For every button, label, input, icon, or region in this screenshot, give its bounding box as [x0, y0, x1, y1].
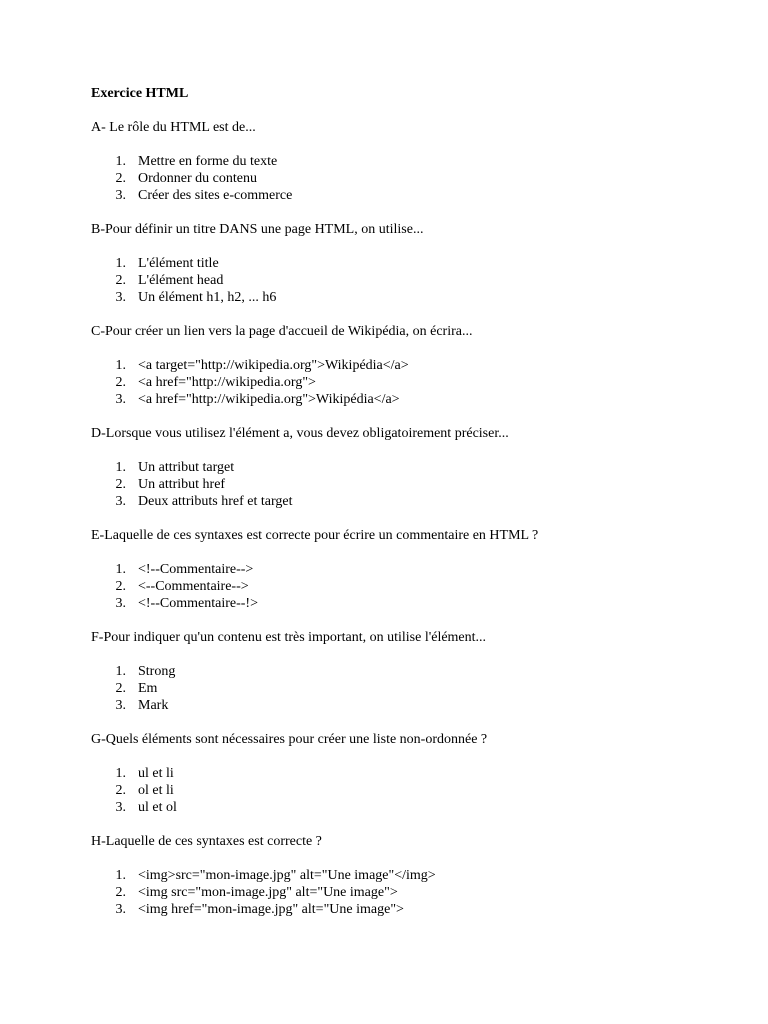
answer-item — [91, 765, 731, 782]
answer-text: ol et li — [138, 783, 174, 798]
answer-number: 2 . — [112, 476, 126, 493]
question-block — [91, 425, 731, 510]
answer-number: 3 . — [112, 697, 126, 714]
answer-number: 3 . — [112, 187, 126, 204]
question-block — [91, 527, 731, 612]
answer-item — [91, 561, 731, 578]
answer-list — [91, 357, 731, 408]
answer-list — [91, 153, 731, 204]
answer-list — [91, 255, 731, 306]
answer-text: Un attribut target — [138, 460, 235, 475]
answer-number: 2 . — [112, 884, 126, 901]
answer-item — [91, 255, 731, 272]
answer-text: ul et ol — [138, 800, 177, 815]
answer-text: Créer des sites e-commerce — [138, 188, 293, 203]
answer-number: 3 . — [112, 595, 126, 612]
question-prompt: H-Laquelle de ces syntaxes est correcte ? — [91, 834, 322, 849]
answer-item — [91, 170, 731, 187]
answer-item — [91, 867, 731, 884]
question-block — [91, 731, 731, 816]
answer-item — [91, 187, 731, 204]
answer-text: <img>src="mon-image.jpg" alt="Une image"</img> — [138, 868, 436, 883]
question-block — [91, 221, 731, 306]
answer-item — [91, 289, 731, 306]
question-list — [91, 119, 731, 918]
answer-number: 2 . — [112, 578, 126, 595]
answer-text: Ordonner du contenu — [138, 171, 257, 186]
answer-item — [91, 272, 731, 289]
answer-item — [91, 153, 731, 170]
answer-text: L'élément head — [138, 273, 224, 288]
answer-number: 1 . — [112, 459, 126, 476]
answer-list — [91, 459, 731, 510]
answer-number: 1 . — [112, 357, 126, 374]
answer-number: 1 . — [112, 765, 126, 782]
answer-text: ul et li — [138, 766, 174, 781]
document-page — [91, 85, 731, 918]
answer-number: 2 . — [112, 374, 126, 391]
question-prompt: B-Pour définir un titre DANS une page HTML, on utilise... — [91, 222, 424, 237]
answer-item — [91, 782, 731, 799]
answer-text: <!--Commentaire--!> — [138, 596, 258, 611]
answer-item — [91, 374, 731, 391]
answer-number: 2 . — [112, 272, 126, 289]
answer-text: <img src="mon-image.jpg" alt="Une image"> — [138, 885, 398, 900]
answer-item — [91, 578, 731, 595]
question-block — [91, 323, 731, 408]
answer-list — [91, 561, 731, 612]
answer-text: Un élément h1, h2, ... h6 — [138, 290, 277, 305]
question-block — [91, 629, 731, 714]
answer-text: <a target="http://wikipedia.org">Wikipédia</a> — [138, 358, 409, 373]
answer-text: Em — [138, 681, 158, 696]
question-block — [91, 119, 731, 204]
question-block — [91, 833, 731, 918]
question-prompt: A- Le rôle du HTML est de... — [91, 120, 256, 135]
answer-text: Strong — [138, 664, 176, 679]
answer-item — [91, 680, 731, 697]
question-prompt: G-Quels éléments sont nécessaires pour créer une liste non-ordonnée ? — [91, 732, 488, 747]
answer-list — [91, 867, 731, 918]
answer-list — [91, 765, 731, 816]
answer-number: 2 . — [112, 170, 126, 187]
answer-text: <img href="mon-image.jpg" alt="Une image"> — [138, 902, 404, 917]
answer-item — [91, 357, 731, 374]
answer-item — [91, 697, 731, 714]
answer-number: 1 . — [112, 255, 126, 272]
answer-number: 1 . — [112, 561, 126, 578]
answer-number: 2 . — [112, 680, 126, 697]
answer-item — [91, 459, 731, 476]
answer-text: Mettre en forme du texte — [138, 154, 278, 169]
answer-item — [91, 493, 731, 510]
answer-number: 2 . — [112, 782, 126, 799]
answer-number: 3 . — [112, 289, 126, 306]
answer-list — [91, 663, 731, 714]
answer-text: Deux attributs href et target — [138, 494, 293, 509]
answer-number: 3 . — [112, 901, 126, 918]
answer-item — [91, 884, 731, 901]
answer-text: <a href="http://wikipedia.org"> — [138, 375, 316, 390]
answer-item — [91, 595, 731, 612]
answer-text: <a href="http://wikipedia.org">Wikipédia</a> — [138, 392, 400, 407]
answer-text: L'élément title — [138, 256, 219, 271]
answer-text: Un attribut href — [138, 477, 226, 492]
question-prompt: C-Pour créer un lien vers la page d'accueil de Wikipédia, on écrira... — [91, 324, 473, 339]
answer-text: <!--Commentaire--> — [138, 562, 254, 577]
answer-number: 1 . — [112, 153, 126, 170]
question-prompt: E-Laquelle de ces syntaxes est correcte pour écrire un commentaire en HTML ? — [91, 528, 539, 543]
answer-text: Mark — [138, 698, 169, 713]
document-title: Exercice HTML — [91, 86, 189, 101]
answer-item — [91, 391, 731, 408]
question-prompt: D-Lorsque vous utilisez l'élément a, vous devez obligatoirement préciser... — [91, 426, 509, 441]
answer-number: 1 . — [112, 867, 126, 884]
answer-item — [91, 901, 731, 918]
answer-number: 3 . — [112, 391, 126, 408]
answer-number: 3 . — [112, 799, 126, 816]
answer-item — [91, 476, 731, 493]
answer-number: 1 . — [112, 663, 126, 680]
answer-number: 3 . — [112, 493, 126, 510]
question-prompt: F-Pour indiquer qu'un contenu est très important, on utilise l'élément... — [91, 630, 487, 645]
answer-item — [91, 799, 731, 816]
answer-item — [91, 663, 731, 680]
answer-text: <--Commentaire--> — [138, 579, 249, 594]
